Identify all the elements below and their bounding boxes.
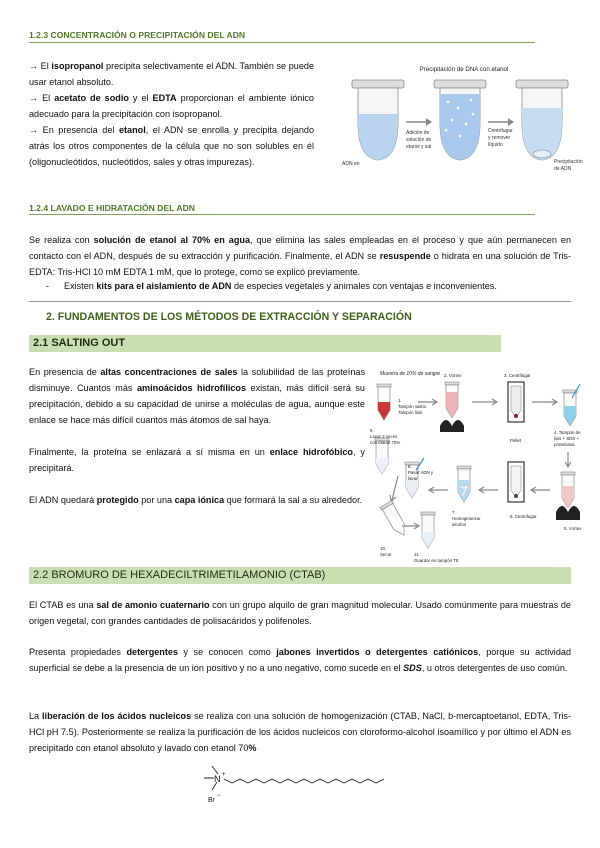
section-underline: [29, 42, 535, 43]
step-2-label: 2. Vortex: [444, 373, 462, 378]
s123-p1: → El isopropanol precipita selectivamente el ADN. También se puede usar etanol absoluto.: [29, 61, 314, 87]
s21-paragraphs: [29, 364, 365, 508]
minus-charge: −: [217, 793, 221, 799]
step-2-vortex: [440, 382, 464, 432]
section-underline: [29, 214, 535, 215]
alkyl-chain: [224, 779, 384, 783]
tube-1: [352, 80, 404, 160]
ethanol-precipitation-figure: [340, 62, 590, 180]
step-3-centrifuge: [508, 382, 524, 422]
divider: [29, 301, 571, 302]
s21-p2: Finalmente, la proteína se enlazará a sí misma en un enlace hidrofóbico, y precipitará.: [29, 447, 365, 473]
nitrogen-label: N: [214, 774, 221, 784]
svg-text:1.Tampón salinoTampón lisis: 1. Tampón salino Tampón lisis: [398, 398, 427, 415]
s21-p1: En presencia de altas concentraciones de sales la solubilidad de las proteínas disminuye. Cuantos más aminoácidos hidrofílicos existan, más difícil será su precipitación, debido a su capacidad de unirse a moléculas de agua, aunque este enlace se hace más difícil cuantos más átomos de sal haya.: [29, 367, 365, 425]
step-4-tube: [563, 384, 580, 426]
fig1-label-4: Precipitación de ADN: [554, 159, 583, 172]
svg-text:11.Guardar en tampón TE: 11. Guardar en tampón TE: [414, 552, 459, 563]
section-1-2-3-title: 1.2.3 CONCENTRACIÓN O PRECIPITACIÓN DEL ADN: [29, 30, 246, 40]
s21-p3: El ADN quedará protegido por una capa iónica que formará la sal a su alrededor.: [29, 495, 363, 505]
s123-paragraphs: [29, 58, 314, 170]
tube-3: [516, 80, 568, 160]
section-2-title: 2. FUNDAMENTOS DE LOS MÉTODOS DE EXTRACCIÓN Y SEPARACIÓN: [46, 311, 412, 323]
s124-bullet: - Existen kits para el aislamiento de ADN de especies vegetales y animales con ventajas e inconvenientes.: [46, 281, 497, 291]
step-10-tube: [380, 501, 410, 539]
svg-text:8.Pasar ADN ylavar: 8. Pasar ADN y lavar: [408, 464, 434, 481]
s123-p3: → En presencia del etanol, el ADN se enrolla y precipita dejando atrás los otros componentes de la célula que no son solubles en él (oligonucleótidos, nucleótidos, sales y otras impurezas).: [29, 125, 314, 167]
s22-p1: El CTAB es una sal de amonio cuaternario con un grupo alquilo de gran magnitud molecular. Usado comúnmente para muestras de origen vegetal, con grandes cantidades de polisacáridos y polifenoles.: [29, 600, 571, 626]
section-2-2-bar: 2.2 BROMURO DE HEXADECILTRIMETILAMONIO (CTAB): [29, 567, 571, 584]
step-3-label: 3. Centrifugar: [504, 373, 531, 378]
s22-p2: Presenta propiedades detergentes y se conocen como jabones invertidos o detergentes catiónicos, porque su actividad superficial se debe a la presencia de un ion positivo y no a uno negativo, como sucede en el SDS, u otros detergentes de uso común.: [29, 647, 571, 673]
step-5-label: 5. Vortex: [564, 526, 582, 531]
ctab-molecule-structure: [196, 762, 396, 806]
fig1-label-1: ADN en: [342, 161, 360, 167]
step-6-centrifuge: [508, 462, 524, 502]
fig2-top-label: Muestra de 10% de sangre: [380, 371, 441, 377]
section-2-1-bar: 2.1 SALTING OUT: [29, 335, 501, 352]
bromide-label: Br: [208, 797, 215, 804]
svg-text:9.Lavar 2 vecescon etanol 70%: 9. Lavar 2 veces con etanol 70%: [370, 428, 401, 445]
svg-text:7.Homogeneizaralcohol: 7. Homogeneizar alcohol: [452, 510, 481, 527]
svg-text:10.Secar: 10. Secar: [380, 546, 392, 557]
step-6-label: 6. Centrifugar: [510, 514, 537, 519]
fig1-label-3: Centrifugar y remover líquido: [488, 128, 513, 148]
step-5-vortex: [556, 472, 580, 520]
section-1-2-4-title: 1.2.4 LAVADO E HIDRATACIÓN DEL ADN: [29, 203, 195, 213]
svg-text:4. Tampón delisis + SDS +prote: 4. Tampón de lisis + SDS + proteinasa: [554, 430, 581, 447]
plus-charge: +: [222, 772, 226, 778]
tube-2: [434, 80, 486, 160]
fig1-title: Precipitación de DNA con etanol: [419, 66, 509, 73]
s123-p2: → El acetato de sodio y el EDTA proporcionan el ambiente iónico adecuado para la precipitación con isopropanol.: [29, 93, 314, 119]
step-1-tube: [377, 384, 391, 420]
s22-p3: La liberación de los ácidos nucleicos se realiza con una solución de homogenización (CTAB, NaCl, b-mercaptoetanol, EDTA, Tris-HCl pH 7.5). Posteriormente se realiza la purificación de los ácidos nucleicos con cloroformo-alcohol isoamílico y por último el ADN es precipitado con etanol absoluto y lavado con etanol 70%: [29, 711, 571, 753]
s124-paragraph: Se realiza con solución de etanol al 70% en agua, que elimina las sales empleadas en el proceso y que aún permanecen en contacto con el ADN, después de su extracción y purificación. Finalmente, el ADN se resuspende o hidrata en una solución de Tris-EDTA: Tris-HCl 10 mM EDTA 1 mM, que lo protege, como se explicó previamente.: [29, 235, 572, 277]
step-11-tube: [421, 512, 435, 548]
salting-out-workflow-figure: [368, 366, 590, 566]
step-7-tube: [457, 466, 471, 502]
fig1-label-2: Adición de solución de etanol y sal: [406, 130, 432, 150]
pellet-label: Pellet: [510, 438, 521, 443]
